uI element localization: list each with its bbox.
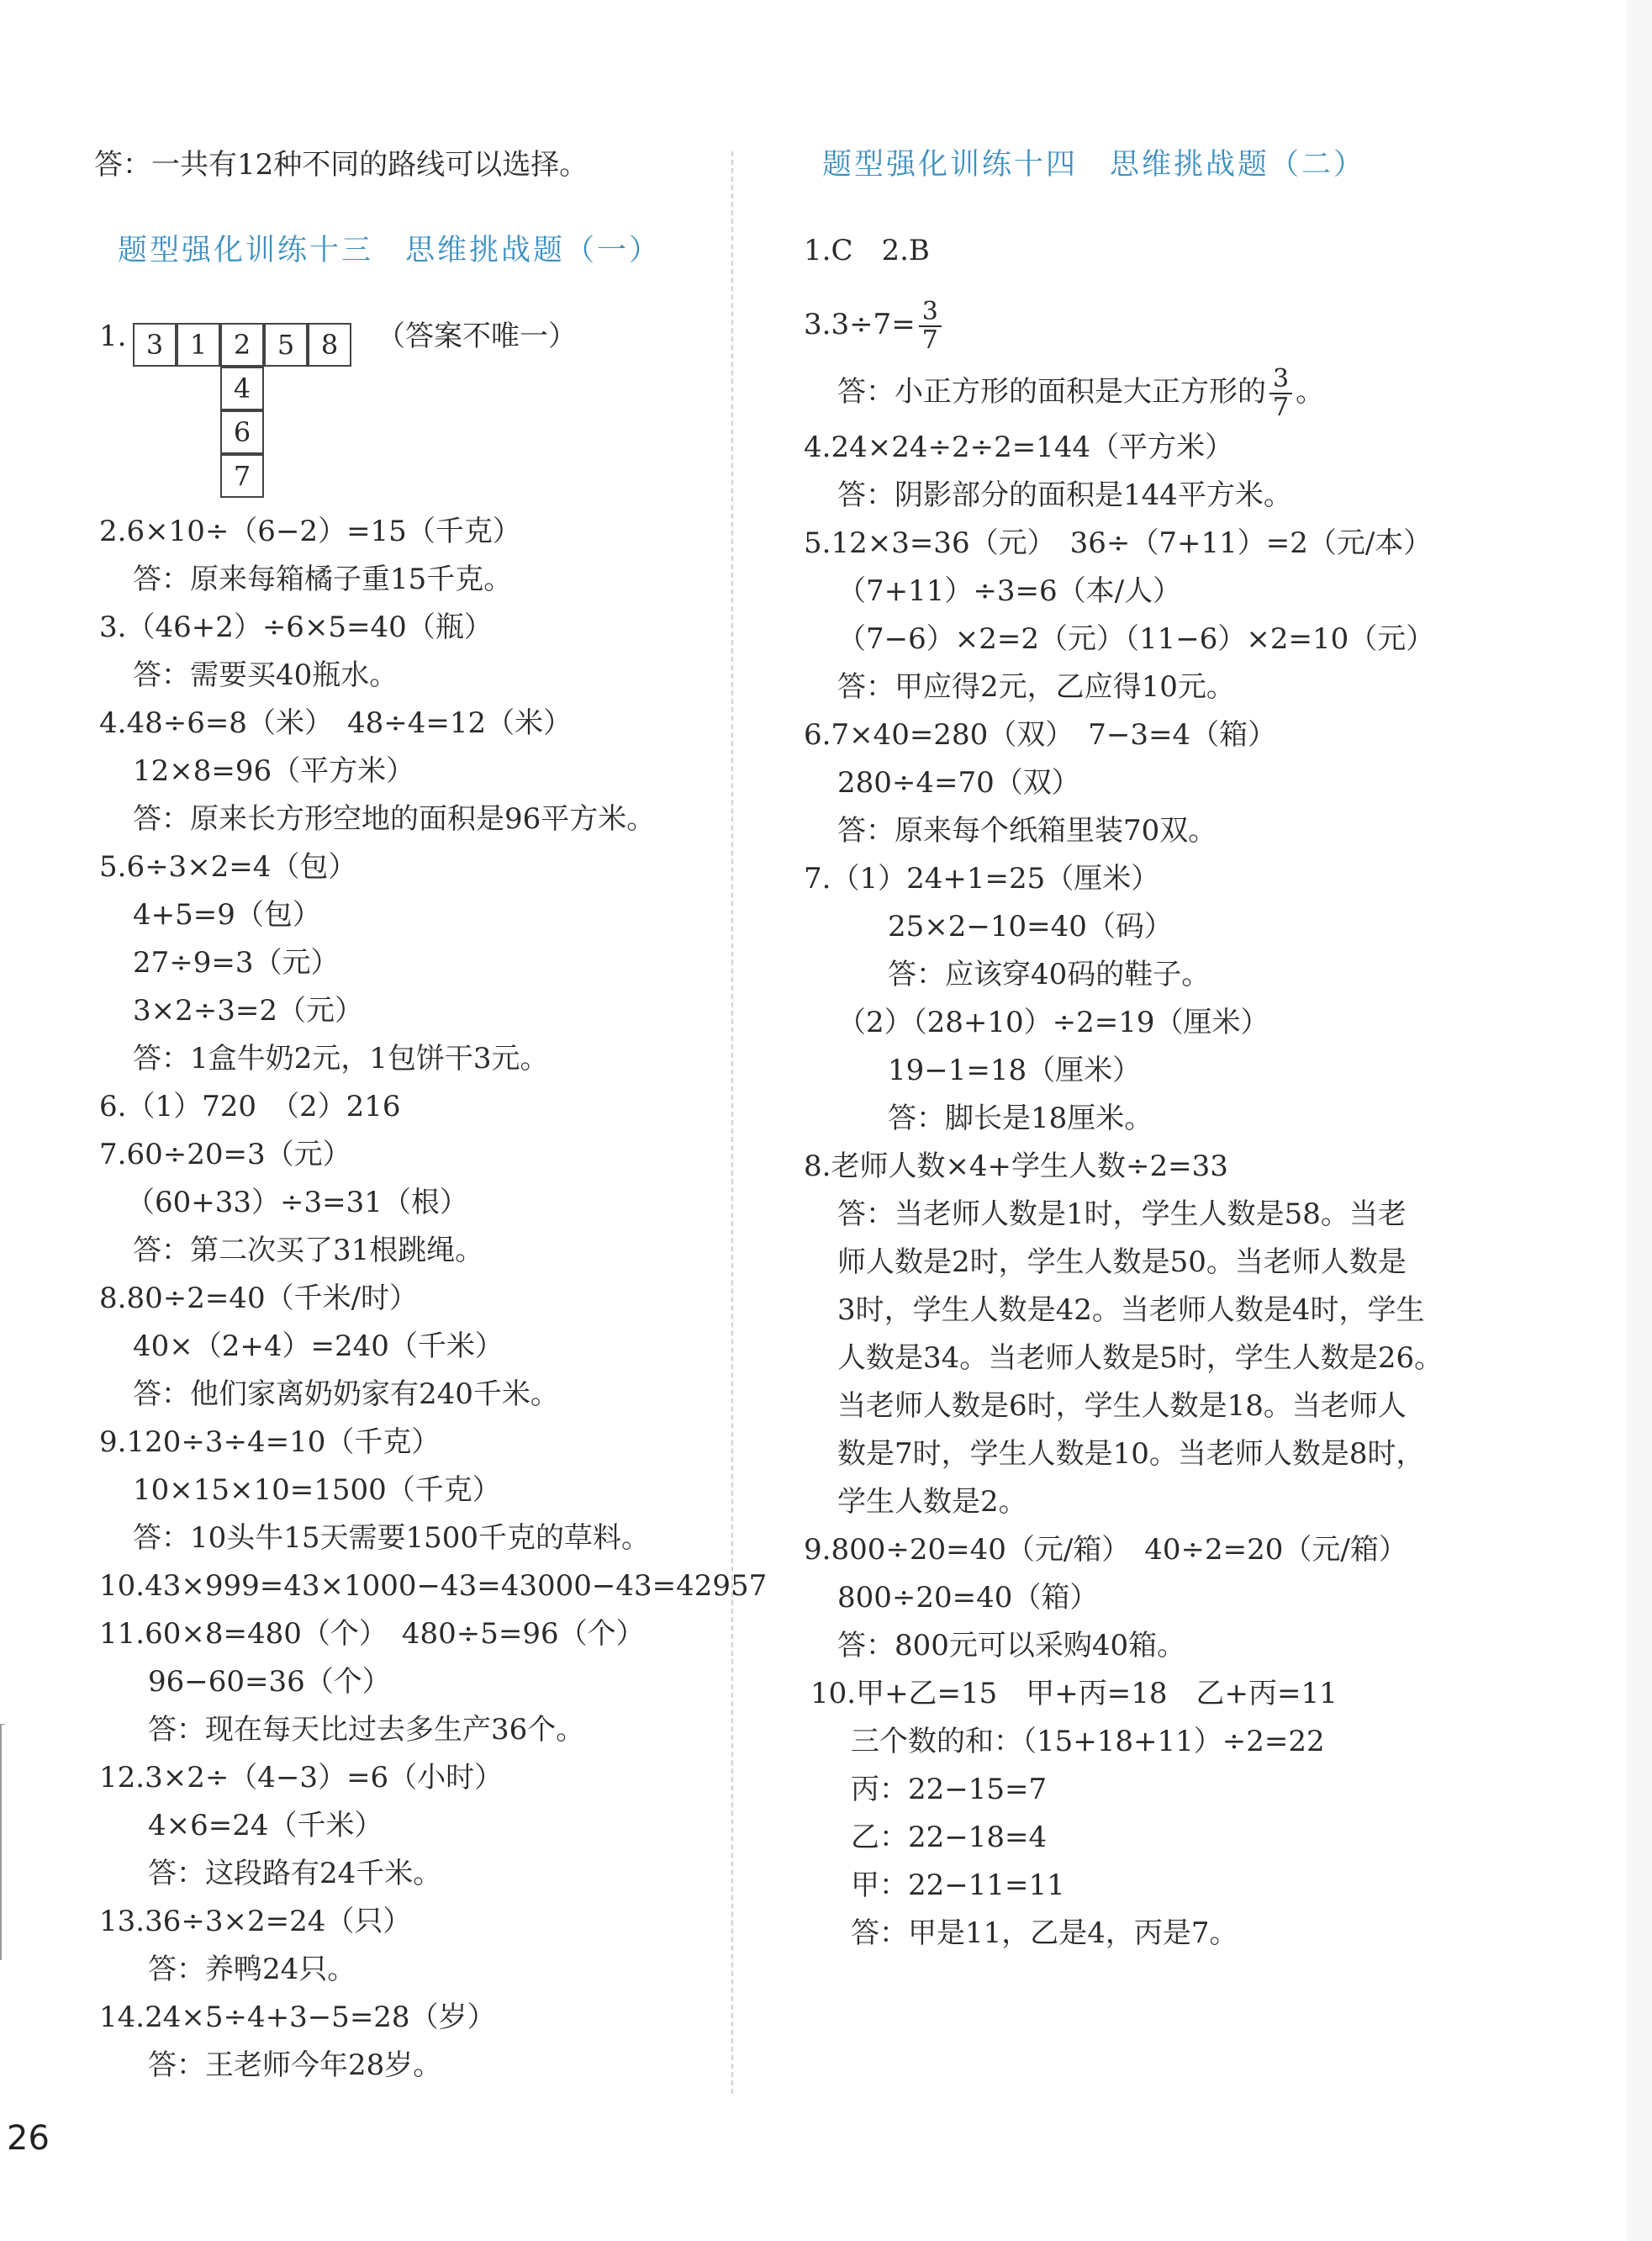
q3-answer-fraction (1269, 366, 1292, 421)
q3-expression: 3.3÷7= (804, 308, 916, 341)
right-line: 三个数的和：（15+18+11）÷2=22 (851, 1725, 1325, 1758)
left-line: 答：需要买40瓶水。 (133, 658, 398, 692)
left-line: 9.120÷3÷4=10（千克） (99, 1425, 441, 1459)
right-line: 答：原来每个纸箱里装70双。 (837, 814, 1217, 848)
right-line: 6.7×40=280（双） 7−3=4（箱） (804, 718, 1277, 752)
left-line: 4+5=9（包） (133, 898, 321, 932)
left-top-answer: 答：一共有12种不同的路线可以选择。 (94, 148, 588, 182)
left-line: 答：10头牛15天需要1500千克的草料。 (133, 1521, 651, 1555)
right-line: 答：当老师人数是1时，学生人数是58。当老 (837, 1197, 1407, 1231)
grid-cell: 8 (308, 323, 351, 367)
right-line: 数是7时，学生人数是10。当老师人数是8时， (837, 1437, 1425, 1471)
q3-fraction (919, 299, 942, 354)
left-line: 12×8=96（平方米） (133, 754, 415, 788)
right-line: 人数是34。当老师人数是5时，学生人数是26。 (837, 1341, 1444, 1375)
grid-cell: 1 (177, 323, 220, 367)
left-line: 10.43×999=43×1000−43=43000−43=42957 (99, 1569, 768, 1603)
right-line: 答：甲是11，乙是4，丙是7。 (851, 1916, 1238, 1950)
right-line: （7−6）×2=2（元）（11−6）×2=10（元） (837, 622, 1435, 656)
left-line: 96−60=36（个） (148, 1665, 391, 1699)
right-line: 3时，学生人数是42。当老师人数是4时，学生 (837, 1293, 1425, 1327)
right-line: 当老师人数是6时，学生人数是18。当老师人 (837, 1389, 1407, 1423)
right-line: 9.800÷20=40（元/箱） 40÷2=20（元/箱） (804, 1533, 1407, 1567)
left-line: 答：第二次买了31根跳绳。 (133, 1234, 484, 1267)
left-line: 答：他们家离奶奶家有240千米。 (133, 1377, 559, 1411)
left-line: 40×（2+4）=240（千米） (133, 1329, 504, 1363)
left-line: 3.（46+2）÷6×5=40（瓶） (99, 610, 493, 644)
fraction-numerator: 3 (1269, 366, 1292, 394)
left-line: 答：现在每天比过去多生产36个。 (148, 1713, 585, 1747)
right-line: 10.甲+乙=15 甲+丙=18 乙+丙=11 (810, 1677, 1338, 1710)
q3-answer-suffix: 。 (1296, 375, 1325, 409)
page-number: 26 (7, 2119, 50, 2158)
section-heading-14: 题型强化训练十四 思维挑战题（二） (822, 148, 1366, 182)
right-line: 答：800元可以采购40箱。 (837, 1629, 1186, 1662)
left-line: 答：这段路有24千米。 (148, 1857, 442, 1890)
left-line: 11.60×8=480（个） 480÷5=96（个） (99, 1617, 645, 1651)
grid-cell: 6 (220, 410, 264, 454)
left-line: 答：原来每箱橘子重15千克。 (133, 563, 513, 596)
left-line: 2.6×10÷（6−2）=15（千克） (99, 515, 521, 548)
left-line: 答：王老师今年28岁。 (148, 2048, 442, 2082)
left-line: 答：原来长方形空地的面积是96平方米。 (133, 802, 656, 836)
right-line: 丙：22−15=7 (851, 1773, 1048, 1806)
grid-cell: 7 (220, 454, 264, 498)
left-line: 3×2÷3=2（元） (133, 994, 363, 1028)
fraction-numerator: 3 (919, 299, 942, 327)
right-q1: 1.C 2.B (804, 234, 930, 267)
right-line: 19−1=18（厘米） (888, 1054, 1142, 1087)
right-line: 280÷4=70（双） (837, 766, 1080, 800)
right-line: 7.（1）24+1=25（厘米） (804, 862, 1160, 896)
right-line: 4.24×24÷2÷2=144（平方米） (804, 431, 1234, 464)
right-q3 (804, 293, 945, 357)
section-heading-13: 题型强化训练十三 思维挑战题（一） (118, 234, 662, 267)
q3-answer-text: 答：小正方形的面积是大正方形的 (837, 375, 1266, 409)
right-line: 8.老师人数×4+学生人数÷2=33 (804, 1150, 1228, 1183)
right-line: 乙：22−18=4 (851, 1821, 1048, 1854)
right-line: （7+11）÷3=6（本/人） (837, 574, 1182, 608)
left-line: 27÷9=3（元） (133, 946, 340, 980)
left-line: 7.60÷20=3（元） (99, 1138, 351, 1171)
left-line: 5.6÷3×2=4（包） (99, 850, 357, 884)
right-line: 答：脚长是18厘米。 (888, 1102, 1153, 1135)
left-line: 13.36÷3×2=24（只） (99, 1905, 412, 1938)
right-line: 答：阴影部分的面积是144平方米。 (837, 478, 1292, 512)
fraction-denominator: 7 (1273, 393, 1290, 422)
grid-cell: 2 (220, 323, 264, 367)
grid-cell: 3 (133, 323, 177, 367)
right-line: 5.12×3=36（元） 36÷（7+11）=2（元/本） (804, 526, 1433, 560)
left-line: 10×15×10=1500（千克） (133, 1473, 501, 1507)
right-q3-answer (837, 360, 1324, 424)
right-line: 25×2−10=40（码） (888, 910, 1173, 943)
right-line: 答：应该穿40码的鞋子。 (888, 958, 1211, 991)
right-line: （2）（28+10）÷2=19（厘米） (837, 1006, 1269, 1039)
right-line: 甲：22−11=11 (851, 1868, 1065, 1902)
left-line: 4×6=24（千米） (148, 1809, 383, 1842)
grid-cell: 4 (220, 367, 264, 410)
q1-note: （答案不唯一） (377, 320, 577, 353)
left-line: （60+33）÷3=31（根） (126, 1186, 468, 1219)
left-line: 6.（1）720 （2）216 (99, 1090, 401, 1123)
left-line: 14.24×5÷4+3−5=28（岁） (99, 2001, 496, 2034)
column-divider (731, 151, 733, 2094)
left-line: 答：1盒牛奶2元，1包饼干3元。 (133, 1042, 549, 1076)
right-line: 800÷20=40（箱） (837, 1581, 1099, 1615)
left-line: 4.48÷6=8（米） 48÷4=12（米） (99, 706, 573, 740)
right-line: 师人数是2时，学生人数是50。当老师人数是 (837, 1245, 1407, 1279)
edge-mark (0, 1724, 5, 1960)
right-line: 答：甲应得2元，乙应得10元。 (837, 670, 1235, 704)
right-line: 学生人数是2。 (837, 1485, 1027, 1519)
left-line: 8.80÷2=40（千米/时） (99, 1282, 419, 1315)
q1-label: 1. (99, 320, 127, 353)
left-line: 12.3×2÷（4−3）=6（小时） (99, 1761, 504, 1794)
left-line: 答：养鸭24只。 (148, 1953, 356, 1986)
fraction-denominator: 7 (921, 325, 938, 355)
grid-cell: 5 (264, 323, 308, 367)
